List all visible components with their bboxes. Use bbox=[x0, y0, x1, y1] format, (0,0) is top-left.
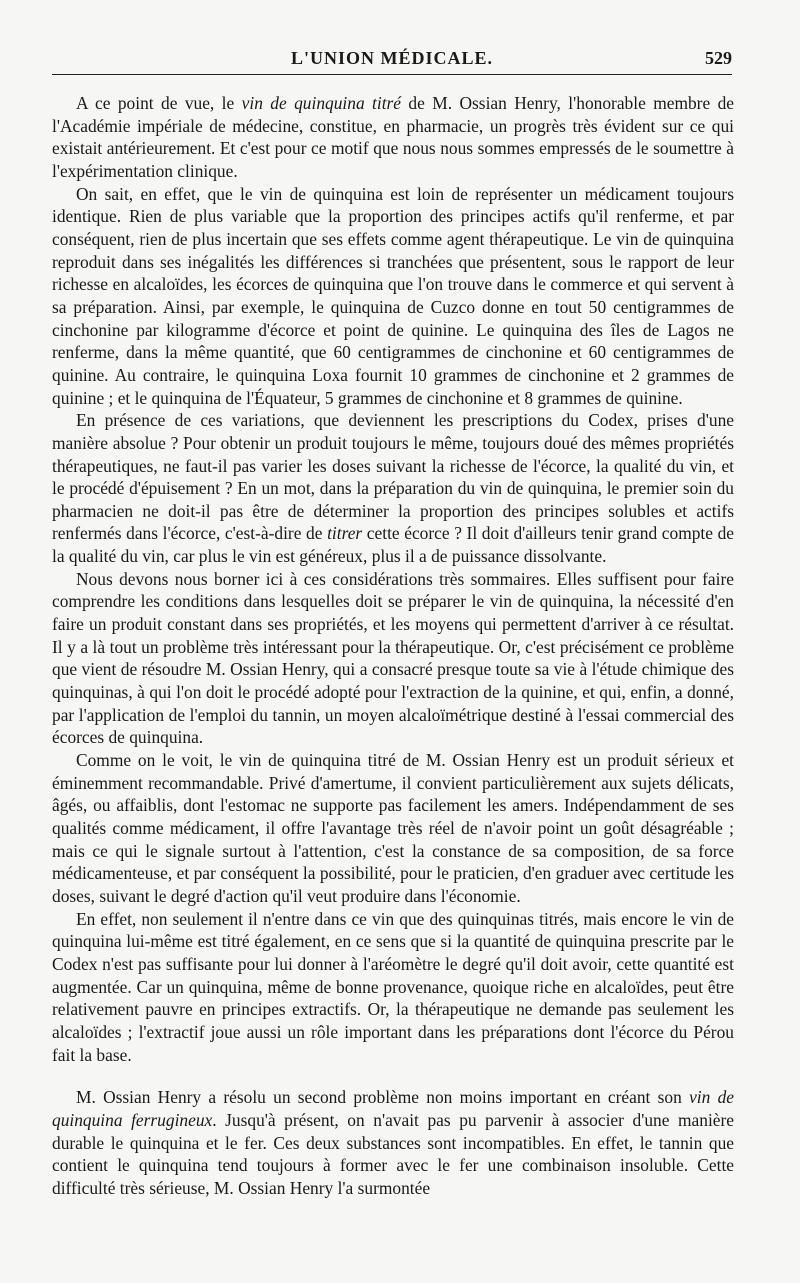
journal-title: L'UNION MÉDICALE. bbox=[290, 48, 494, 68]
article-body bbox=[52, 92, 734, 1200]
paragraph-1: A ce point de vue, le vin de quinquina titré de M. Ossian Henry, l'honorable membre de l'Académie impériale de médecine, constitue, en pharmacie, un progrès très évident sur ce qui existait antérieurement. Et c'est pour ce motif que nous nous sommes empressés de le soumettre à l'expérimentation clinique. bbox=[52, 93, 734, 181]
paragraph-6: En effet, non seulement il n'entre dans ce vin que des quinquinas titrés, mais encore le vin de quinquina lui-même est titré également, en ce sens que si la quantité de quinquina prescrite par le Codex n'est pas suffisante pour lui donner à l'aréomètre le degré qu'il doit avoir, cette quantité est augmentée. Car un quinquina, même de bonne provenance, quoique riche en alcaloïdes, peut être relativement pauvre en principes extractifs. Or, la thérapeutique ne demande pas seulement les alcaloïdes ; l'extractif joue aussi un rôle important dans les préparations dont l'écorce du Pérou fait la base. bbox=[52, 908, 734, 1065]
emphasis-vin-ferrugineux: vin de quinquina ferrugineux bbox=[52, 1087, 734, 1130]
page-number: 529 bbox=[705, 48, 732, 68]
paragraph-3: En présence de ces variations, que deviennent les prescriptions du Codex, prises d'une manière absolue ? Pour obtenir un produit toujours le même, toujours doué des mêmes propriétés thérapeutiques, ne faut-il pas varier les doses suivant la richesse de l'écorce, la qualité du vin, et le procédé d'épuisement ? En un mot, dans la préparation du vin de quinquina, le premier soin du pharmacien ne doit-il pas être de déterminer la proportion des principes solubles et actifs renfermés dans l'écorce, c'est-à-dire de titrer cette écorce ? Il doit d'ailleurs tenir grand compte de la qualité du vin, car plus le vin est généreux, plus il a de puissance dissolvante. bbox=[52, 410, 734, 567]
paragraph-5: Comme on le voit, le vin de quinquina titré de M. Ossian Henry est un produit sérieux et éminemment recommandable. Privé d'amertume, il convient particulièrement aux sujets délicats, âgés, ou affaiblis, dont l'estomac ne supporte pas facilement les amers. Indépendamment de ses qualités comme médicament, il offre l'avantage très réel de n'avoir point un goût désagréable ; mais ce qui le signale surtout à l'attention, c'est la constance de sa composition, de sa force médicamenteuse, et par conséquent la possibilité, pour le praticien, d'en graduer avec certitude les doses, suivant le degré d'action qu'il veut produire dans l'économie. bbox=[52, 750, 734, 906]
running-header bbox=[52, 44, 732, 75]
emphasis-titrer: titrer bbox=[327, 523, 363, 544]
paragraph-7: M. Ossian Henry a résolu un second problème non moins important en créant son vin de quinquina ferrugineux. Jusqu'à présent, on n'avait pas pu parvenir à associer d'une manière durable le quinquina et le fer. Ces deux substances sont incompatibles. En effet, le tannin que contient le quinquina tend toujours à former avec le fer une combinaison insoluble. Cette difficulté très sérieuse, M. Ossian Henry l'a surmontée bbox=[52, 1087, 735, 1198]
paragraph-4: Nous devons nous borner ici à ces considérations très sommaires. Elles suffisent pour faire comprendre les conditions dans lesquelles doit se préparer le vin de quinquina, la nécessité d'en faire un produit constant dans ses propriétés, et les moyens qui permettent d'arriver à ce résultat. Il y a là tout un problème très intéressant pour la thérapeutique. Or, c'est précisément ce problème que vient de résoudre M. Ossian Henry, qui a consacré presque toute sa vie à l'étude chimique des quinquinas, à qui l'on doit le procédé adopté pour l'extraction de la quinine, et qui, enfin, a donné, par l'application de l'emploi du tannin, un moyen alcaloïmétrique destiné à l'essai commercial des écorces de quinquina. bbox=[52, 568, 734, 748]
paragraph-2: On sait, en effet, que le vin de quinquina est loin de représenter un médicament toujours identique. Rien de plus variable que la proportion des principes actifs qu'il renferme, et par conséquent, rien de plus incertain que ses effets comme agent thérapeutique. Le vin de quinquina reproduit dans ses inégalités les différences si tranchées que présentent, sous le rapport de leur richesse en alcaloïdes, les écorces de quinquina que l'on trouve dans le commerce et qui servent à sa préparation. Ainsi, par exemple, le quinquina de Cuzco donne en tout 50 centigrammes de cinchonine par kilogramme d'écorce et point de quinine. Le quinquina des îles de Lagos ne renferme, dans la même quantité, que 60 centigrammes de cinchonine et 60 centigrammes de quinine. Au contraire, le quinquina Loxa fournit 10 grammes de cinchonine et 2 grammes de quinine ; et le quinquina de l'Équateur, 5 grammes de cinchonine et 8 grammes de quinine. bbox=[52, 183, 734, 408]
emphasis-vin-titre: vin de quinquina titré bbox=[241, 93, 402, 113]
